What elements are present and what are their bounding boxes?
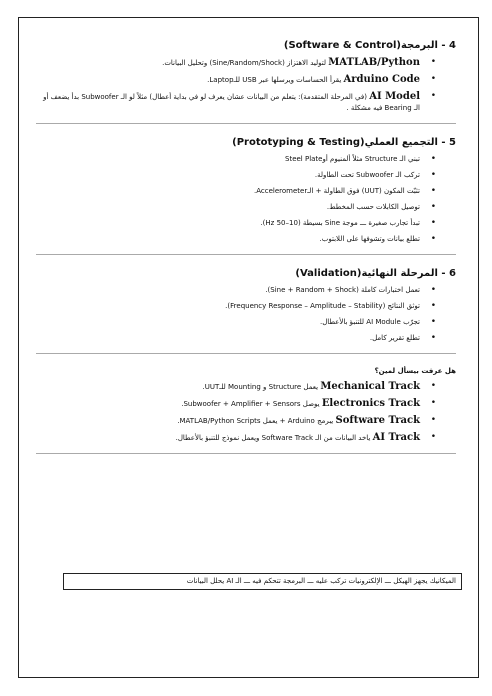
list-item: • توصيل الكابلات حسب المخطط. (36, 202, 420, 213)
section-divider (36, 254, 456, 255)
section-prototyping-list (36, 154, 456, 245)
list-item: • AI Track ياخد البيانات من الـ Software Track ويعمل نموذج للتنبؤ بالأعطال. (36, 432, 420, 444)
list-item: • MATLAB/Python لتوليد الاهتزاز (Sine/Random/Shock) وتحليل البيانات. (36, 57, 420, 69)
list-item: • Arduino Code يقرأ الحساسات ويرسلها عبر USB للـLaptop. (36, 74, 420, 86)
section-divider (36, 453, 456, 454)
section-divider (36, 123, 456, 124)
list-item: • توثق النتائج (Frequency Response – Amplitude – Stability). (36, 301, 420, 312)
list-item: • تبدأ تجارب صغيرة ـــ موجة Sine بسيطة (10–50 Hz). (36, 218, 420, 229)
document-body (36, 40, 456, 467)
list-item: • تطلع بيانات وتشوفها على اللابتوب. (36, 234, 420, 245)
section-software-list (36, 57, 456, 114)
tracks-list (36, 381, 456, 444)
list-item: • Mechanical Track يعمل Structure و Mounting للـUUT. (36, 381, 420, 393)
list-item: • تثبّت المكون (UUT) فوق الطاولة + الـAccelerometer. (36, 186, 420, 197)
list-item: • Electronics Track يوصل Subwoofer + Amplifier + Sensors. (36, 398, 420, 410)
list-item: • تعمل اختبارات كاملة (Sine + Random + Shock). (36, 285, 420, 296)
list-item: • تبني الـ Structure مثلاً ألمنيوم أوSteel Plate (36, 154, 420, 165)
list-item: • AI Model (في المرحلة المتقدمة): يتعلم من البيانات عشان يعرف لو في بداية أعطال) مثلاً لو الـ Subwoofer بدأ يضعف أو الـ Bearing فيه مشكلة . (36, 91, 420, 114)
summary-note: الميكانيك يجهز الهيكل ـــ الإلكترونيات تركب عليه ـــ البرمجة تتحكم فيه ـــ الـ AI يحلل البيانات (63, 573, 462, 590)
section-validation-title: 6 - المرحلة النهائية(Validation) (295, 268, 456, 279)
list-item: • تركب الـ Subwoofer تحت الطاولة. (36, 170, 420, 181)
tracks-question: هل عرفت بيسأل لمين؟ (374, 367, 456, 375)
section-prototyping-title: 5 - التجميع العملي(Prototyping & Testing) (232, 137, 456, 148)
section-validation-list (36, 285, 456, 344)
list-item: • تجرّب AI Module للتنبؤ بالأعطال. (36, 317, 420, 328)
list-item: • Software Track يبرمج Arduino + يعمل MATLAB/Python Scripts. (36, 415, 420, 427)
section-software-title: 4 - البرمجة(Software & Control) (283, 40, 456, 51)
section-divider (36, 353, 456, 354)
list-item: • تطلع تقرير كامل. (36, 333, 420, 344)
